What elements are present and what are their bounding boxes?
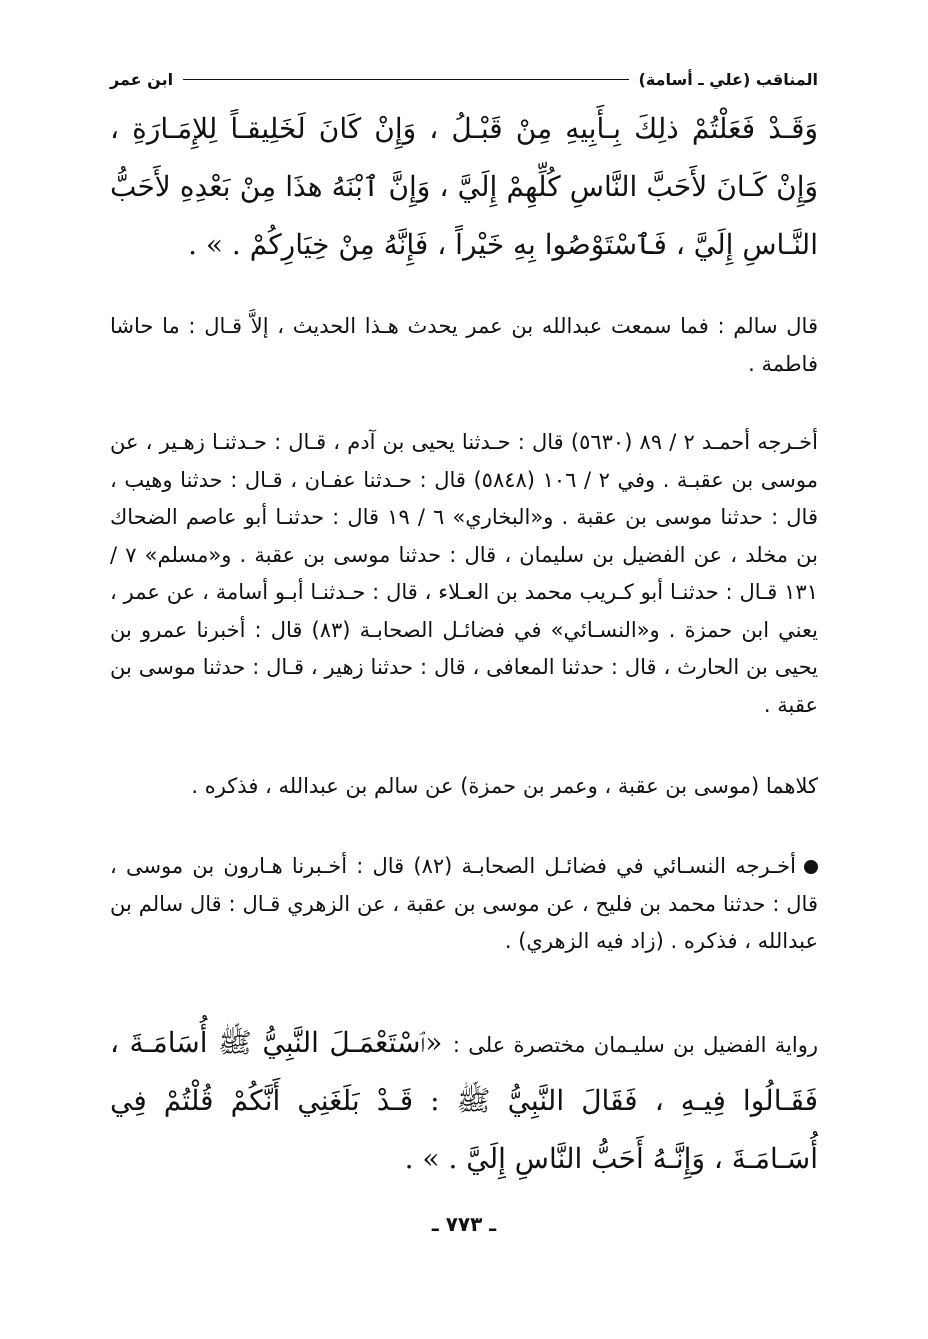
takhrij-paragraph: أخـرجه أحمـد ٢ / ٨٩ (٥٦٣٠) قال : حـدثنا يحيى بن آدم ، قـال : حـدثنـا زهـير ، عن موسى بن عقبـة . وفي ٢ / ١٠٦ (٥٨٤٨) قال : حـدثنا عفـان ، قـال : حدثنا وهيب ، قال : حدثنا موسى بن عقبة . و«البخاري» ٦ / ١٩ قال : حدثنـا أبو عاصم الضحاك بن مخلد ، عن الفضيل بن سليمان ، قال : حدثنا موسى بن عقبة . و«مسلم» ٧ / ١٣١ قـال : حدثنـا أبو كـريب محمد بن العـلاء ، قال : حـدثنـا أبـو أسامة ، عن عمر ، يعني ابن حمزة . و«النسـائي» في فضائـل الصحابـة (٨٣) قال : أخبرنا عمرو بن يحيى بن الحارث ، قال : حدثنا المعافى ، قال : حدثنا زهير ، قـال : حدثنا موسى بن عقبة .	[110, 430, 818, 717]
nasai-takhrij-paragraph	[110, 848, 818, 961]
salim-note-paragraph: قال سالم : فما سمعت عبدالله بن عمر يحدث هـذا الحديث ، إلاَّ قـال : ما حاشا فاطمة .	[110, 314, 818, 376]
fudayl-hadith-text: «ٱسْتَعْمَـلَ النَّبِيُّ ﷺ أُسَامَـةَ ، فَقَـالُوا فِيـهِ ، فَقَالَ النَّبِيُّ ﷺ : قَـدْ بَلَغَنِي أَنَّكُمْ قُلْتُمْ فِي أُسَـامَـةَ ، وَإِنَّـهُ أَحَبُّ النَّاسِ إِلَيَّ . » .	[110, 1026, 818, 1175]
page-number: ـ ٧٧٣ ـ	[431, 1212, 497, 1236]
both-narrators-note: كلاهما (موسى بن عقبة ، وعمر بن حمزة) عن سالم بن عبدالله ، فذكره .	[191, 774, 818, 798]
header-chapter-title: المناقب (علي ـ أسامة)	[638, 69, 818, 89]
nasai-note-text: أخـرجه النسـائي في فضائـل الصحابـة (٨٢) قال : أخـبرنا هـارون بن موسى ، قال : حدثنا محمد بن فليح ، عن موسى بن عقبة ، عن الزهري قـال : قال سالم بن عبدالله ، فذكره . (زاد فيه الزهري) .	[110, 854, 818, 953]
fudayl-intro: رواية الفضيل بن سليـمان مختصرة على :	[452, 1033, 818, 1057]
header-rule	[183, 79, 628, 80]
fudayl-narration	[110, 1014, 818, 1188]
running-header	[110, 66, 818, 92]
bullet-icon	[804, 860, 818, 874]
hadith-text-continuation: وَقَـدْ فَعَلْتُمْ ذلِكَ بِـأَبِيهِ مِنْ قَبْـلُ ، وَإِنْ كَانَ لَخَلِيقـاً لِلإِمَـارَةِ ، وَإِنْ كَـانَ لأَحَبَّ النَّاسِ كُلِّهِمْ إِلَيَّ ، وَإِنَّ ٱبْنَهُ هذَا مِنْ بَعْدِهِ لأَحَبُّ النَّـاسِ إِلَيَّ ، فَٱسْتَوْصُوا بِهِ خَيْراً ، فَإِنَّهُ مِنْ خِيَارِكُمْ . » .	[110, 112, 818, 261]
header-narrator: ابن عمر	[110, 69, 174, 89]
